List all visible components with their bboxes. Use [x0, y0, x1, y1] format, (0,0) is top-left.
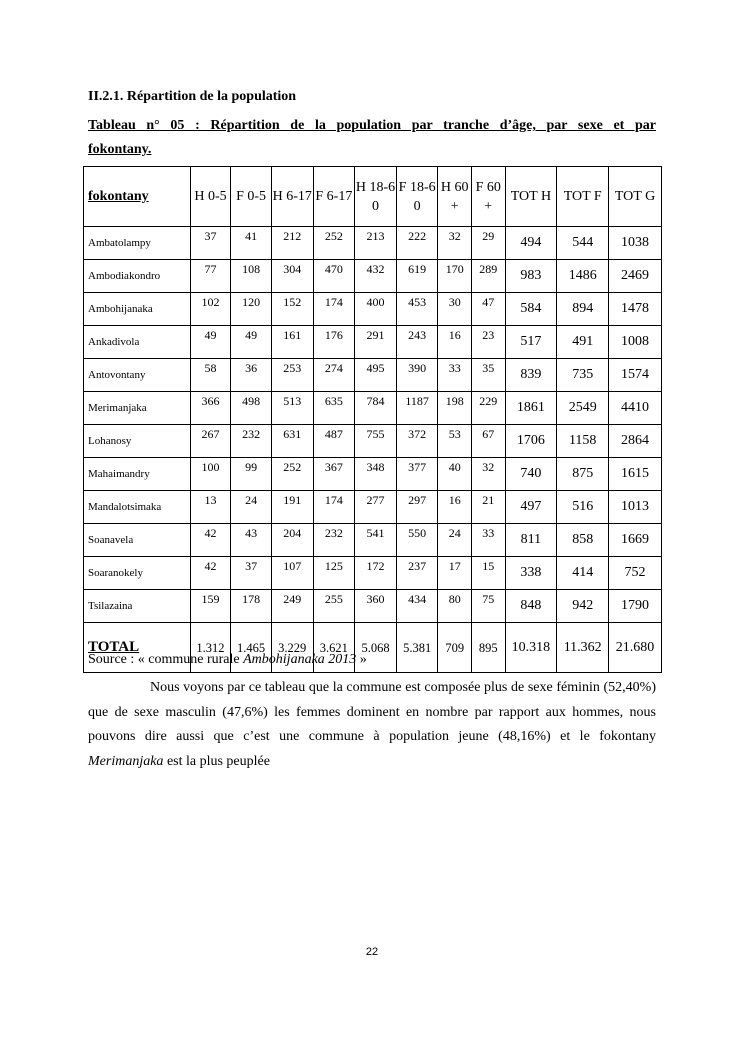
table-row — [84, 458, 662, 491]
table-cell: 42 — [190, 557, 231, 590]
table-cell: 17 — [438, 557, 472, 590]
table-cell: 49 — [190, 326, 231, 359]
table-cell: 550 — [396, 524, 438, 557]
table-cell: 735 — [557, 359, 609, 392]
table-cell: 2549 — [557, 392, 609, 425]
table-cell: 277 — [355, 491, 397, 524]
fokontany-name: Antovontany — [84, 359, 191, 392]
header-f-60-plus: F 60 + — [471, 167, 505, 227]
table-cell: 1706 — [505, 425, 557, 458]
table-row — [84, 524, 662, 557]
table-cell: 75 — [471, 590, 505, 623]
table-cell: 108 — [231, 260, 272, 293]
total-cell: 21.680 — [609, 623, 662, 673]
table-cell: 252 — [271, 458, 313, 491]
fokontany-name: Mahaimandry — [84, 458, 191, 491]
table-cell: 267 — [190, 425, 231, 458]
table-cell: 4410 — [609, 392, 662, 425]
table-cell: 99 — [231, 458, 272, 491]
fokontany-name: Ankadivola — [84, 326, 191, 359]
table-cell: 1790 — [609, 590, 662, 623]
table-cell: 43 — [231, 524, 272, 557]
table-cell: 249 — [271, 590, 313, 623]
table-cell: 161 — [271, 326, 313, 359]
analysis-paragraph — [88, 676, 656, 774]
table-cell: 372 — [396, 425, 438, 458]
total-cell: 5.381 — [396, 623, 438, 673]
table-cell: 255 — [313, 590, 355, 623]
table-cell: 784 — [355, 392, 397, 425]
table-cell: 348 — [355, 458, 397, 491]
table-row — [84, 425, 662, 458]
table-cell: 252 — [313, 227, 355, 260]
table-cell: 377 — [396, 458, 438, 491]
header-h-6-17: H 6-17 — [271, 167, 313, 227]
header-h-0-5: H 0-5 — [190, 167, 231, 227]
header-h-60-plus: H 60 + — [438, 167, 472, 227]
table-cell: 67 — [471, 425, 505, 458]
table-cell: 274 — [313, 359, 355, 392]
table-cell: 432 — [355, 260, 397, 293]
table-cell: 176 — [313, 326, 355, 359]
table-cell: 243 — [396, 326, 438, 359]
table-cell: 635 — [313, 392, 355, 425]
table-cell: 32 — [471, 458, 505, 491]
source-italic: Ambohijanaka 2013 — [243, 652, 357, 667]
table-cell: 400 — [355, 293, 397, 326]
source-note — [88, 652, 367, 668]
table-cell: 1158 — [557, 425, 609, 458]
table-cell: 53 — [438, 425, 472, 458]
table-cell: 125 — [313, 557, 355, 590]
table-cell: 41 — [231, 227, 272, 260]
table-cell: 367 — [313, 458, 355, 491]
table-cell: 541 — [355, 524, 397, 557]
table-cell: 37 — [231, 557, 272, 590]
table-cell: 29 — [471, 227, 505, 260]
table-cell: 33 — [471, 524, 505, 557]
table-cell: 875 — [557, 458, 609, 491]
table-cell: 360 — [355, 590, 397, 623]
table-cell: 23 — [471, 326, 505, 359]
fokontany-name: Lohanosy — [84, 425, 191, 458]
table-cell: 212 — [271, 227, 313, 260]
table-cell: 1486 — [557, 260, 609, 293]
header-f-18-60: F 18-60 — [396, 167, 438, 227]
table-cell: 516 — [557, 491, 609, 524]
table-cell: 513 — [271, 392, 313, 425]
total-cell: 1.465 — [231, 623, 272, 673]
table-cell: 848 — [505, 590, 557, 623]
page-number: 22 — [365, 946, 379, 958]
header-tot-f: TOT F — [557, 167, 609, 227]
table-cell: 495 — [355, 359, 397, 392]
table-cell: 178 — [231, 590, 272, 623]
table-cell: 453 — [396, 293, 438, 326]
table-row — [84, 491, 662, 524]
table-cell: 30 — [438, 293, 472, 326]
table-caption-line2: fokontany. — [88, 142, 152, 157]
total-cell: 709 — [438, 623, 472, 673]
table-cell: 291 — [355, 326, 397, 359]
table-cell: 191 — [271, 491, 313, 524]
table-cell: 40 — [438, 458, 472, 491]
header-f-0-5: F 0-5 — [231, 167, 272, 227]
table-cell: 498 — [231, 392, 272, 425]
table-cell: 229 — [471, 392, 505, 425]
table-cell: 120 — [231, 293, 272, 326]
table-cell: 983 — [505, 260, 557, 293]
table-cell: 172 — [355, 557, 397, 590]
total-cell: 3.229 — [271, 623, 313, 673]
table-cell: 338 — [505, 557, 557, 590]
table-cell: 1187 — [396, 392, 438, 425]
table-cell: 2469 — [609, 260, 662, 293]
table-cell: 21 — [471, 491, 505, 524]
table-cell: 1615 — [609, 458, 662, 491]
table-cell: 100 — [190, 458, 231, 491]
table-cell: 839 — [505, 359, 557, 392]
table-cell: 858 — [557, 524, 609, 557]
table-cell: 1013 — [609, 491, 662, 524]
table-cell: 36 — [231, 359, 272, 392]
header-f-6-17: F 6-17 — [313, 167, 355, 227]
source-prefix: Source : « commune rurale — [88, 652, 244, 667]
table-cell: 631 — [271, 425, 313, 458]
table-cell: 232 — [313, 524, 355, 557]
table-cell: 894 — [557, 293, 609, 326]
source-suffix: » — [356, 652, 367, 667]
population-table — [83, 166, 662, 673]
table-cell: 470 — [313, 260, 355, 293]
table-cell: 237 — [396, 557, 438, 590]
table-cell: 619 — [396, 260, 438, 293]
table-cell: 497 — [505, 491, 557, 524]
fokontany-name: Ambodiakondro — [84, 260, 191, 293]
table-cell: 174 — [313, 293, 355, 326]
table-row — [84, 227, 662, 260]
table-cell: 434 — [396, 590, 438, 623]
table-cell: 1008 — [609, 326, 662, 359]
fokontany-name: Mandalotsimaka — [84, 491, 191, 524]
table-cell: 232 — [231, 425, 272, 458]
total-label: TOTAL — [84, 623, 191, 673]
table-cell: 1861 — [505, 392, 557, 425]
table-cell: 942 — [557, 590, 609, 623]
table-cell: 213 — [355, 227, 397, 260]
table-cell: 544 — [557, 227, 609, 260]
paragraph-italic: Merimanjaka — [88, 753, 164, 769]
table-cell: 1574 — [609, 359, 662, 392]
table-caption-line1: Tableau n° 05 : Répartition de la population par tranche d’âge, par sexe et par — [88, 118, 656, 133]
fokontany-name: Merimanjaka — [84, 392, 191, 425]
table-cell: 390 — [396, 359, 438, 392]
table-cell: 253 — [271, 359, 313, 392]
table-cell: 755 — [355, 425, 397, 458]
table-cell: 289 — [471, 260, 505, 293]
table-cell: 37 — [190, 227, 231, 260]
table-cell: 491 — [557, 326, 609, 359]
total-cell: 10.318 — [505, 623, 557, 673]
table-cell: 204 — [271, 524, 313, 557]
table-cell: 304 — [271, 260, 313, 293]
total-cell: 3.621 — [313, 623, 355, 673]
total-cell: 11.362 — [557, 623, 609, 673]
fokontany-name: Tsilazaina — [84, 590, 191, 623]
table-cell: 80 — [438, 590, 472, 623]
total-cell: 895 — [471, 623, 505, 673]
fokontany-name: Soanavela — [84, 524, 191, 557]
table-cell: 24 — [231, 491, 272, 524]
table-row — [84, 326, 662, 359]
table-cell: 15 — [471, 557, 505, 590]
table-row — [84, 557, 662, 590]
table-cell: 32 — [438, 227, 472, 260]
table-row — [84, 590, 662, 623]
table-cell: 1038 — [609, 227, 662, 260]
table-row — [84, 392, 662, 425]
fokontany-name: Soaranokely — [84, 557, 191, 590]
table-cell: 487 — [313, 425, 355, 458]
table-cell: 35 — [471, 359, 505, 392]
table-cell: 47 — [471, 293, 505, 326]
header-tot-g: TOT G — [609, 167, 662, 227]
table-row — [84, 293, 662, 326]
table-cell: 13 — [190, 491, 231, 524]
table-cell: 159 — [190, 590, 231, 623]
total-cell: 1.312 — [190, 623, 231, 673]
table-cell: 16 — [438, 326, 472, 359]
table-cell: 49 — [231, 326, 272, 359]
table-cell: 152 — [271, 293, 313, 326]
table-cell: 198 — [438, 392, 472, 425]
table-cell: 33 — [438, 359, 472, 392]
section-title: II.2.1. Répartition de la population — [88, 89, 297, 104]
table-cell: 222 — [396, 227, 438, 260]
table-cell: 58 — [190, 359, 231, 392]
table-cell: 366 — [190, 392, 231, 425]
table-cell: 24 — [438, 524, 472, 557]
table-row — [84, 359, 662, 392]
header-row — [84, 167, 662, 227]
table-cell: 494 — [505, 227, 557, 260]
table-cell: 77 — [190, 260, 231, 293]
table-cell: 740 — [505, 458, 557, 491]
fokontany-name: Ambohijanaka — [84, 293, 191, 326]
table-cell: 1669 — [609, 524, 662, 557]
header-tot-h: TOT H — [505, 167, 557, 227]
table-cell: 102 — [190, 293, 231, 326]
table-caption — [88, 114, 656, 162]
total-cell: 5.068 — [355, 623, 397, 673]
paragraph-suffix: est la plus peuplée — [163, 753, 270, 769]
table-cell: 752 — [609, 557, 662, 590]
table-cell: 1478 — [609, 293, 662, 326]
header-h-18-60: H 18-60 — [355, 167, 397, 227]
header-fokontany: fokontany — [84, 167, 191, 227]
fokontany-name: Ambatolampy — [84, 227, 191, 260]
table-cell: 517 — [505, 326, 557, 359]
table-cell: 170 — [438, 260, 472, 293]
table-cell: 584 — [505, 293, 557, 326]
paragraph-text: Nous voyons par ce tableau que la commune est composée plus de sexe féminin (52,40%) que de sexe masculin (47,6%) les femmes dominent en nombre par rapport aux hommes, nous pouvons dire aussi que c’est une commune à population jeune (48,16%) et le fokontany — [88, 680, 656, 744]
table-cell: 42 — [190, 524, 231, 557]
table-cell: 16 — [438, 491, 472, 524]
table-cell: 174 — [313, 491, 355, 524]
table-cell: 297 — [396, 491, 438, 524]
table-cell: 2864 — [609, 425, 662, 458]
table-cell: 811 — [505, 524, 557, 557]
table-cell: 107 — [271, 557, 313, 590]
table-cell: 414 — [557, 557, 609, 590]
table-row — [84, 260, 662, 293]
